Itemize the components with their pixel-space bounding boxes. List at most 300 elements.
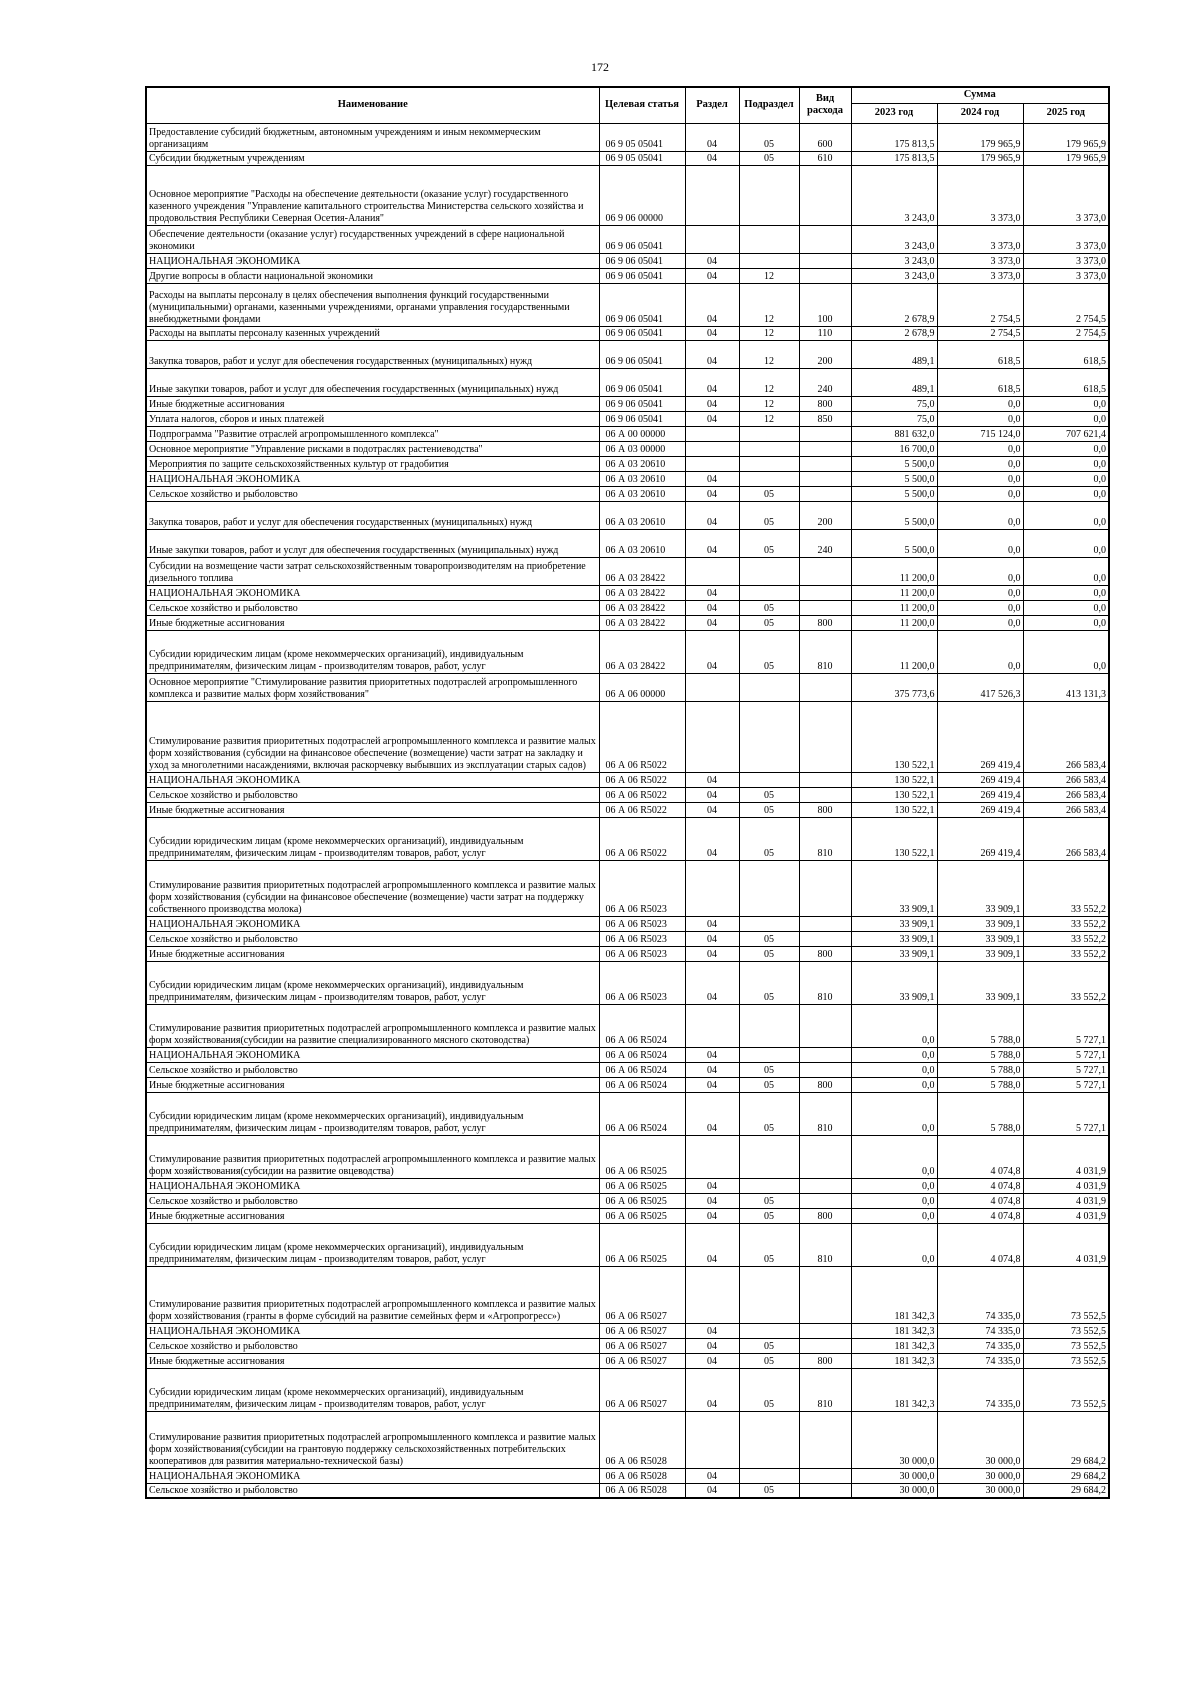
cell-name: НАЦИОНАЛЬНАЯ ЭКОНОМИКА bbox=[146, 253, 599, 268]
header-subsection: Подраздел bbox=[739, 87, 799, 123]
table-row bbox=[146, 368, 1109, 396]
cell-subsection: 05 bbox=[739, 787, 799, 802]
cell-section bbox=[685, 225, 739, 253]
cell-expense-type: 240 bbox=[799, 529, 851, 557]
cell-section: 04 bbox=[685, 931, 739, 946]
cell-name: Иные бюджетные ассигнования bbox=[146, 1077, 599, 1092]
table-row bbox=[146, 165, 1109, 225]
cell-2024: 269 419,4 bbox=[937, 802, 1023, 817]
cell-subsection: 05 bbox=[739, 1193, 799, 1208]
cell-2023: 0,0 bbox=[851, 1062, 937, 1077]
cell-section: 04 bbox=[685, 615, 739, 630]
cell-expense-type bbox=[799, 486, 851, 501]
cell-2025: 0,0 bbox=[1023, 411, 1109, 426]
cell-expense-type bbox=[799, 860, 851, 916]
table-row bbox=[146, 529, 1109, 557]
table-row bbox=[146, 615, 1109, 630]
cell-subsection: 05 bbox=[739, 123, 799, 151]
cell-target: 06 А 00 00000 bbox=[599, 426, 685, 441]
cell-name: Закупка товаров, работ и услуг для обеспечения государственных (муниципальных) нужд bbox=[146, 501, 599, 529]
cell-section: 04 bbox=[685, 268, 739, 283]
cell-name: Субсидии юридическим лицам (кроме некоммерческих организаций), индивидуальным предпринимателям, физическим лицам - производителям товаров, работ, услуг bbox=[146, 817, 599, 860]
cell-expense-type: 610 bbox=[799, 151, 851, 165]
cell-2025: 2 754,5 bbox=[1023, 326, 1109, 340]
cell-section: 04 bbox=[685, 1047, 739, 1062]
cell-2024: 2 754,5 bbox=[937, 283, 1023, 326]
table-row bbox=[146, 151, 1109, 165]
cell-subsection bbox=[739, 165, 799, 225]
cell-2024: 179 965,9 bbox=[937, 151, 1023, 165]
cell-name: Стимулирование развития приоритетных подотраслей агропромышленного комплекса и развитие малых форм хозяйствования (субсидии на финансовое обеспечение (возмещение) части затрат на закладку и уход за многолетними насаждениями, включая раскорчевку выбывших из эксплуатации старых садов) bbox=[146, 701, 599, 772]
cell-expense-type: 800 bbox=[799, 802, 851, 817]
cell-2024: 0,0 bbox=[937, 557, 1023, 585]
table-header bbox=[146, 87, 1109, 123]
cell-subsection: 05 bbox=[739, 802, 799, 817]
cell-2025: 3 373,0 bbox=[1023, 253, 1109, 268]
cell-name: Основное мероприятие "Расходы на обеспечение деятельности (оказание услуг) государственного казенного учреждения "Управление капитального строительства Министерства сельского хозяйства и продовольствия Республики Северная Осетия-Алания" bbox=[146, 165, 599, 225]
cell-subsection bbox=[739, 1266, 799, 1323]
cell-target: 06 А 06 R5023 bbox=[599, 961, 685, 1004]
cell-section: 04 bbox=[685, 529, 739, 557]
cell-2023: 130 522,1 bbox=[851, 817, 937, 860]
cell-expense-type bbox=[799, 1178, 851, 1193]
cell-2023: 3 243,0 bbox=[851, 253, 937, 268]
cell-expense-type: 800 bbox=[799, 396, 851, 411]
cell-2023: 30 000,0 bbox=[851, 1468, 937, 1483]
table-row bbox=[146, 772, 1109, 787]
cell-target: 06 А 06 R5027 bbox=[599, 1338, 685, 1353]
table-row bbox=[146, 456, 1109, 471]
cell-name: НАЦИОНАЛЬНАЯ ЭКОНОМИКА bbox=[146, 1323, 599, 1338]
table-row bbox=[146, 1353, 1109, 1368]
cell-target: 06 А 03 28422 bbox=[599, 630, 685, 673]
cell-section: 04 bbox=[685, 916, 739, 931]
cell-name: Расходы на выплаты персоналу в целях обеспечения выполнения функций государственными (муниципальными) органами, казенными учреждениями, органами управления государственными внебюджетными фондами bbox=[146, 283, 599, 326]
cell-name: Иные бюджетные ассигнования bbox=[146, 1208, 599, 1223]
cell-subsection bbox=[739, 557, 799, 585]
cell-expense-type bbox=[799, 557, 851, 585]
cell-2025: 266 583,4 bbox=[1023, 802, 1109, 817]
cell-section bbox=[685, 1266, 739, 1323]
cell-2023: 30 000,0 bbox=[851, 1411, 937, 1468]
cell-2024: 4 074,8 bbox=[937, 1178, 1023, 1193]
cell-subsection: 05 bbox=[739, 1223, 799, 1266]
cell-subsection: 05 bbox=[739, 1368, 799, 1411]
cell-name: Расходы на выплаты персоналу казенных учреждений bbox=[146, 326, 599, 340]
cell-2023: 5 500,0 bbox=[851, 529, 937, 557]
table-row bbox=[146, 1338, 1109, 1353]
cell-subsection: 05 bbox=[739, 151, 799, 165]
cell-section: 04 bbox=[685, 283, 739, 326]
cell-subsection: 05 bbox=[739, 600, 799, 615]
cell-2024: 618,5 bbox=[937, 340, 1023, 368]
cell-section: 04 bbox=[685, 1368, 739, 1411]
table-row bbox=[146, 326, 1109, 340]
table-row bbox=[146, 585, 1109, 600]
table-row bbox=[146, 931, 1109, 946]
cell-target: 06 А 03 20610 bbox=[599, 529, 685, 557]
cell-name: Иные закупки товаров, работ и услуг для обеспечения государственных (муниципальных) нужд bbox=[146, 529, 599, 557]
cell-2025: 4 031,9 bbox=[1023, 1208, 1109, 1223]
cell-2023: 0,0 bbox=[851, 1223, 937, 1266]
cell-2025: 0,0 bbox=[1023, 396, 1109, 411]
cell-target: 06 А 06 R5022 bbox=[599, 701, 685, 772]
cell-subsection: 12 bbox=[739, 326, 799, 340]
cell-name: Субсидии юридическим лицам (кроме некоммерческих организаций), индивидуальным предпринимателям, физическим лицам - производителям товаров, работ, услуг bbox=[146, 1092, 599, 1135]
cell-subsection: 12 bbox=[739, 396, 799, 411]
cell-2025: 33 552,2 bbox=[1023, 931, 1109, 946]
cell-2023: 181 342,3 bbox=[851, 1353, 937, 1368]
table-row bbox=[146, 486, 1109, 501]
cell-expense-type: 800 bbox=[799, 1208, 851, 1223]
cell-expense-type bbox=[799, 701, 851, 772]
cell-section: 04 bbox=[685, 1468, 739, 1483]
cell-target: 06 А 06 R5024 bbox=[599, 1092, 685, 1135]
cell-section: 04 bbox=[685, 787, 739, 802]
cell-2025: 4 031,9 bbox=[1023, 1223, 1109, 1266]
table-row bbox=[146, 1411, 1109, 1468]
cell-section: 04 bbox=[685, 772, 739, 787]
cell-2025: 0,0 bbox=[1023, 471, 1109, 486]
page-number: 172 bbox=[591, 60, 609, 74]
cell-target: 06 9 06 05041 bbox=[599, 411, 685, 426]
cell-2025: 3 373,0 bbox=[1023, 165, 1109, 225]
cell-2023: 33 909,1 bbox=[851, 860, 937, 916]
cell-2024: 417 526,3 bbox=[937, 673, 1023, 701]
cell-section: 04 bbox=[685, 411, 739, 426]
cell-expense-type: 240 bbox=[799, 368, 851, 396]
table-row bbox=[146, 253, 1109, 268]
cell-2024: 0,0 bbox=[937, 471, 1023, 486]
cell-2025: 707 621,4 bbox=[1023, 426, 1109, 441]
cell-section: 04 bbox=[685, 501, 739, 529]
cell-name: Сельское хозяйство и рыболовство bbox=[146, 600, 599, 615]
cell-2025: 4 031,9 bbox=[1023, 1135, 1109, 1178]
cell-expense-type bbox=[799, 441, 851, 456]
cell-subsection: 05 bbox=[739, 1353, 799, 1368]
cell-2025: 0,0 bbox=[1023, 557, 1109, 585]
cell-section: 04 bbox=[685, 1092, 739, 1135]
cell-name: НАЦИОНАЛЬНАЯ ЭКОНОМИКА bbox=[146, 1047, 599, 1062]
cell-2023: 175 813,5 bbox=[851, 151, 937, 165]
cell-2025: 5 727,1 bbox=[1023, 1047, 1109, 1062]
cell-name: Субсидии юридическим лицам (кроме некоммерческих организаций), индивидуальным предпринимателям, физическим лицам - производителям товаров, работ, услуг bbox=[146, 961, 599, 1004]
cell-target: 06 А 03 20610 bbox=[599, 456, 685, 471]
cell-subsection bbox=[739, 860, 799, 916]
cell-target: 06 А 06 R5027 bbox=[599, 1368, 685, 1411]
cell-name: Сельское хозяйство и рыболовство bbox=[146, 1062, 599, 1077]
cell-subsection bbox=[739, 253, 799, 268]
header-expense-type: Вид расхода bbox=[799, 87, 851, 123]
cell-2025: 179 965,9 bbox=[1023, 123, 1109, 151]
cell-expense-type bbox=[799, 471, 851, 486]
cell-expense-type bbox=[799, 1323, 851, 1338]
cell-2025: 33 552,2 bbox=[1023, 916, 1109, 931]
table-row bbox=[146, 916, 1109, 931]
cell-name: НАЦИОНАЛЬНАЯ ЭКОНОМИКА bbox=[146, 1468, 599, 1483]
cell-2025: 266 583,4 bbox=[1023, 701, 1109, 772]
table-row bbox=[146, 1135, 1109, 1178]
cell-expense-type: 810 bbox=[799, 1092, 851, 1135]
cell-expense-type bbox=[799, 456, 851, 471]
cell-2023: 181 342,3 bbox=[851, 1323, 937, 1338]
cell-section bbox=[685, 1004, 739, 1047]
cell-2024: 0,0 bbox=[937, 585, 1023, 600]
cell-2024: 269 419,4 bbox=[937, 787, 1023, 802]
cell-section bbox=[685, 673, 739, 701]
header-name: Наименование bbox=[146, 87, 599, 123]
cell-2023: 11 200,0 bbox=[851, 600, 937, 615]
cell-expense-type bbox=[799, 673, 851, 701]
cell-name: Сельское хозяйство и рыболовство bbox=[146, 486, 599, 501]
cell-expense-type bbox=[799, 931, 851, 946]
cell-subsection: 05 bbox=[739, 615, 799, 630]
cell-target: 06 9 06 05041 bbox=[599, 253, 685, 268]
cell-2023: 11 200,0 bbox=[851, 615, 937, 630]
cell-name: Закупка товаров, работ и услуг для обеспечения государственных (муниципальных) нужд bbox=[146, 340, 599, 368]
cell-2025: 0,0 bbox=[1023, 501, 1109, 529]
cell-subsection: 05 bbox=[739, 931, 799, 946]
cell-2024: 0,0 bbox=[937, 529, 1023, 557]
cell-name: Иные закупки товаров, работ и услуг для обеспечения государственных (муниципальных) нужд bbox=[146, 368, 599, 396]
cell-name: Сельское хозяйство и рыболовство bbox=[146, 1193, 599, 1208]
cell-2023: 130 522,1 bbox=[851, 802, 937, 817]
table-row bbox=[146, 1047, 1109, 1062]
table-row bbox=[146, 1193, 1109, 1208]
cell-section: 04 bbox=[685, 1077, 739, 1092]
header-sum: Сумма bbox=[851, 87, 1109, 103]
cell-target: 06 9 06 05041 bbox=[599, 340, 685, 368]
cell-name: Уплата налогов, сборов и иных платежей bbox=[146, 411, 599, 426]
cell-expense-type bbox=[799, 772, 851, 787]
cell-target: 06 9 06 05041 bbox=[599, 368, 685, 396]
table-row bbox=[146, 225, 1109, 253]
cell-subsection: 05 bbox=[739, 1338, 799, 1353]
cell-target: 06 А 06 R5022 bbox=[599, 802, 685, 817]
table-row bbox=[146, 1223, 1109, 1266]
cell-section: 04 bbox=[685, 585, 739, 600]
cell-expense-type: 100 bbox=[799, 283, 851, 326]
cell-subsection bbox=[739, 1135, 799, 1178]
cell-name: Иные бюджетные ассигнования bbox=[146, 396, 599, 411]
cell-2023: 881 632,0 bbox=[851, 426, 937, 441]
cell-name: НАЦИОНАЛЬНАЯ ЭКОНОМИКА bbox=[146, 585, 599, 600]
cell-target: 06 9 06 00000 bbox=[599, 165, 685, 225]
cell-2024: 0,0 bbox=[937, 456, 1023, 471]
cell-section: 04 bbox=[685, 340, 739, 368]
cell-2024: 3 373,0 bbox=[937, 253, 1023, 268]
cell-subsection: 05 bbox=[739, 529, 799, 557]
cell-subsection bbox=[739, 772, 799, 787]
cell-name: НАЦИОНАЛЬНАЯ ЭКОНОМИКА bbox=[146, 916, 599, 931]
cell-subsection bbox=[739, 471, 799, 486]
cell-section bbox=[685, 441, 739, 456]
cell-name: Стимулирование развития приоритетных подотраслей агропромышленного комплекса и развитие малых форм хозяйствования(субсидии на развитие овцеводства) bbox=[146, 1135, 599, 1178]
table-row bbox=[146, 441, 1109, 456]
cell-2023: 33 909,1 bbox=[851, 961, 937, 1004]
table-row bbox=[146, 817, 1109, 860]
cell-2025: 5 727,1 bbox=[1023, 1092, 1109, 1135]
cell-section bbox=[685, 860, 739, 916]
cell-2023: 175 813,5 bbox=[851, 123, 937, 151]
cell-expense-type: 810 bbox=[799, 961, 851, 1004]
cell-2024: 715 124,0 bbox=[937, 426, 1023, 441]
table-row bbox=[146, 1062, 1109, 1077]
cell-2025: 33 552,2 bbox=[1023, 860, 1109, 916]
cell-expense-type bbox=[799, 600, 851, 615]
cell-subsection bbox=[739, 1323, 799, 1338]
cell-target: 06 А 03 20610 bbox=[599, 486, 685, 501]
cell-subsection: 12 bbox=[739, 368, 799, 396]
cell-section: 04 bbox=[685, 1223, 739, 1266]
table-row bbox=[146, 471, 1109, 486]
cell-section: 04 bbox=[685, 1208, 739, 1223]
cell-subsection bbox=[739, 585, 799, 600]
cell-2023: 33 909,1 bbox=[851, 916, 937, 931]
cell-2023: 0,0 bbox=[851, 1208, 937, 1223]
cell-2025: 33 552,2 bbox=[1023, 946, 1109, 961]
cell-name: Подпрограмма "Развитие отраслей агропромышленного комплекса" bbox=[146, 426, 599, 441]
cell-target: 06 А 03 20610 bbox=[599, 471, 685, 486]
cell-name: НАЦИОНАЛЬНАЯ ЭКОНОМИКА bbox=[146, 471, 599, 486]
cell-2023: 0,0 bbox=[851, 1092, 937, 1135]
cell-name: Субсидии юридическим лицам (кроме некоммерческих организаций), индивидуальным предпринимателям, физическим лицам - производителям товаров, работ, услуг bbox=[146, 1368, 599, 1411]
cell-2023: 0,0 bbox=[851, 1004, 937, 1047]
cell-target: 06 А 06 R5024 bbox=[599, 1062, 685, 1077]
cell-2025: 33 552,2 bbox=[1023, 961, 1109, 1004]
cell-target: 06 А 06 00000 bbox=[599, 673, 685, 701]
header-target: Целевая статья bbox=[599, 87, 685, 123]
header-2023: 2023 год bbox=[851, 103, 937, 123]
cell-name: Иные бюджетные ассигнования bbox=[146, 802, 599, 817]
cell-expense-type bbox=[799, 426, 851, 441]
cell-2025: 4 031,9 bbox=[1023, 1193, 1109, 1208]
cell-2024: 0,0 bbox=[937, 486, 1023, 501]
cell-section: 04 bbox=[685, 600, 739, 615]
cell-section: 04 bbox=[685, 368, 739, 396]
cell-2023: 5 500,0 bbox=[851, 486, 937, 501]
cell-section: 04 bbox=[685, 151, 739, 165]
cell-section: 04 bbox=[685, 630, 739, 673]
cell-target: 06 9 06 05041 bbox=[599, 396, 685, 411]
cell-2023: 5 500,0 bbox=[851, 471, 937, 486]
cell-expense-type bbox=[799, 225, 851, 253]
table-row bbox=[146, 946, 1109, 961]
cell-expense-type: 800 bbox=[799, 1353, 851, 1368]
cell-2025: 0,0 bbox=[1023, 630, 1109, 673]
cell-expense-type: 110 bbox=[799, 326, 851, 340]
cell-2023: 16 700,0 bbox=[851, 441, 937, 456]
cell-2024: 33 909,1 bbox=[937, 946, 1023, 961]
cell-section: 04 bbox=[685, 946, 739, 961]
cell-subsection: 05 bbox=[739, 946, 799, 961]
cell-subsection: 05 bbox=[739, 1208, 799, 1223]
cell-subsection: 12 bbox=[739, 411, 799, 426]
cell-target: 06 9 05 05041 bbox=[599, 151, 685, 165]
cell-2024: 0,0 bbox=[937, 600, 1023, 615]
cell-target: 06 А 06 R5028 bbox=[599, 1468, 685, 1483]
cell-2023: 3 243,0 bbox=[851, 268, 937, 283]
cell-2025: 73 552,5 bbox=[1023, 1323, 1109, 1338]
table-body bbox=[146, 123, 1109, 1498]
cell-expense-type: 810 bbox=[799, 630, 851, 673]
cell-2025: 73 552,5 bbox=[1023, 1266, 1109, 1323]
cell-2025: 266 583,4 bbox=[1023, 772, 1109, 787]
cell-2023: 181 342,3 bbox=[851, 1338, 937, 1353]
cell-2025: 266 583,4 bbox=[1023, 817, 1109, 860]
cell-2025: 29 684,2 bbox=[1023, 1483, 1109, 1498]
cell-2023: 181 342,3 bbox=[851, 1368, 937, 1411]
cell-expense-type: 200 bbox=[799, 501, 851, 529]
table-row bbox=[146, 1092, 1109, 1135]
table-row bbox=[146, 1077, 1109, 1092]
cell-target: 06 А 06 R5025 bbox=[599, 1223, 685, 1266]
cell-2025: 0,0 bbox=[1023, 456, 1109, 471]
cell-subsection bbox=[739, 673, 799, 701]
cell-2024: 2 754,5 bbox=[937, 326, 1023, 340]
cell-2025: 29 684,2 bbox=[1023, 1411, 1109, 1468]
header-section: Раздел bbox=[685, 87, 739, 123]
cell-section bbox=[685, 165, 739, 225]
cell-2023: 0,0 bbox=[851, 1178, 937, 1193]
cell-subsection bbox=[739, 1178, 799, 1193]
header-2025: 2025 год bbox=[1023, 103, 1109, 123]
cell-2024: 74 335,0 bbox=[937, 1266, 1023, 1323]
cell-target: 06 А 06 R5023 bbox=[599, 946, 685, 961]
table-row bbox=[146, 1468, 1109, 1483]
budget-table bbox=[145, 86, 1110, 1499]
cell-2024: 30 000,0 bbox=[937, 1483, 1023, 1498]
cell-2025: 5 727,1 bbox=[1023, 1062, 1109, 1077]
cell-expense-type: 600 bbox=[799, 123, 851, 151]
cell-name: Стимулирование развития приоритетных подотраслей агропромышленного комплекса и развитие малых форм хозяйствования (субсидии на финансовое обеспечение (возмещение) части затрат на поддержку собственного производства молока) bbox=[146, 860, 599, 916]
cell-expense-type bbox=[799, 787, 851, 802]
cell-target: 06 А 06 R5027 bbox=[599, 1323, 685, 1338]
cell-target: 06 А 03 28422 bbox=[599, 585, 685, 600]
cell-2024: 30 000,0 bbox=[937, 1411, 1023, 1468]
cell-subsection: 05 bbox=[739, 630, 799, 673]
cell-subsection: 05 bbox=[739, 817, 799, 860]
cell-2023: 0,0 bbox=[851, 1193, 937, 1208]
cell-subsection: 05 bbox=[739, 1077, 799, 1092]
table-row bbox=[146, 1004, 1109, 1047]
cell-section: 04 bbox=[685, 1062, 739, 1077]
cell-target: 06 А 03 28422 bbox=[599, 600, 685, 615]
cell-2025: 29 684,2 bbox=[1023, 1468, 1109, 1483]
cell-2024: 5 788,0 bbox=[937, 1062, 1023, 1077]
table-row bbox=[146, 268, 1109, 283]
cell-2023: 33 909,1 bbox=[851, 946, 937, 961]
cell-2023: 130 522,1 bbox=[851, 701, 937, 772]
cell-2024: 4 074,8 bbox=[937, 1223, 1023, 1266]
cell-name: Субсидии юридическим лицам (кроме некоммерческих организаций), индивидуальным предпринимателям, физическим лицам - производителям товаров, работ, услуг bbox=[146, 630, 599, 673]
cell-name: Основное мероприятие "Управление рисками в подотраслях растениеводства" bbox=[146, 441, 599, 456]
cell-2025: 0,0 bbox=[1023, 600, 1109, 615]
cell-name: НАЦИОНАЛЬНАЯ ЭКОНОМИКА bbox=[146, 1178, 599, 1193]
cell-section: 04 bbox=[685, 396, 739, 411]
header-2024: 2024 год bbox=[937, 103, 1023, 123]
cell-2024: 5 788,0 bbox=[937, 1077, 1023, 1092]
cell-2024: 30 000,0 bbox=[937, 1468, 1023, 1483]
cell-name: Основное мероприятие "Стимулирование развития приоритетных подотраслей агропромышленного комплекса и развитие малых форм хозяйствования" bbox=[146, 673, 599, 701]
cell-name: Другие вопросы в области национальной экономики bbox=[146, 268, 599, 283]
cell-section bbox=[685, 701, 739, 772]
cell-name: Сельское хозяйство и рыболовство bbox=[146, 1483, 599, 1498]
cell-2024: 269 419,4 bbox=[937, 701, 1023, 772]
cell-2025: 3 373,0 bbox=[1023, 225, 1109, 253]
cell-name: Сельское хозяйство и рыболовство bbox=[146, 787, 599, 802]
cell-2023: 489,1 bbox=[851, 368, 937, 396]
